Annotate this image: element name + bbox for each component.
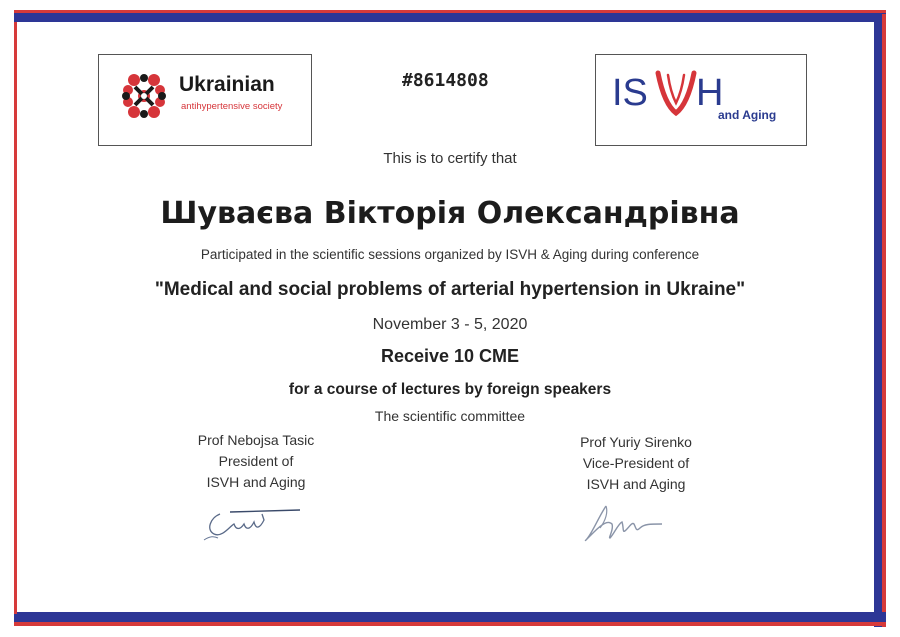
signatory-left [170, 430, 342, 493]
ukrainian-society-emblem-icon [117, 69, 171, 123]
signature-right [578, 498, 668, 546]
signatory-right [550, 432, 722, 495]
logo-right-subtitle: and Aging [718, 108, 777, 122]
conference-title: "Medical and social problems of arterial hypertension in Ukraine" [154, 279, 746, 300]
signatory-org: ISVH and Aging [206, 474, 306, 490]
svg-text:IS: IS [612, 72, 648, 114]
signature-left [200, 500, 310, 545]
frame-top-border [14, 10, 886, 24]
course-description: for a course of lectures by foreign speakers [288, 381, 612, 398]
signatory-org: ISVH and Aging [586, 476, 686, 492]
conference-dates: November 3 - 5, 2020 [372, 316, 528, 333]
signatory-name: Prof Nebojsa Tasic [197, 432, 315, 448]
certify-line: This is to certify that [383, 150, 517, 167]
isvh-logo [595, 54, 807, 146]
frame-bottom-border [14, 612, 886, 627]
svg-text:H: H [696, 72, 724, 114]
logo-left-title: Ukrainian [179, 73, 275, 96]
signatory-name: Prof Yuriy Sirenko [580, 434, 692, 450]
signatory-role: President of [218, 453, 294, 469]
committee-line: The scientific committee [374, 408, 526, 424]
cme-credits: Receive 10 CME [380, 346, 520, 366]
ukrainian-society-logo [98, 54, 312, 146]
recipient-name: Шуваєва Вікторія Олександрівна [160, 196, 740, 231]
logo-left-subtitle: antihypertensive society [181, 101, 283, 112]
certificate-number: #8614808 [402, 70, 489, 91]
participated-line: Participated in the scientific sessions organized by ISVH & Aging during conference [200, 247, 700, 262]
signatory-role: Vice-President of [582, 455, 690, 471]
